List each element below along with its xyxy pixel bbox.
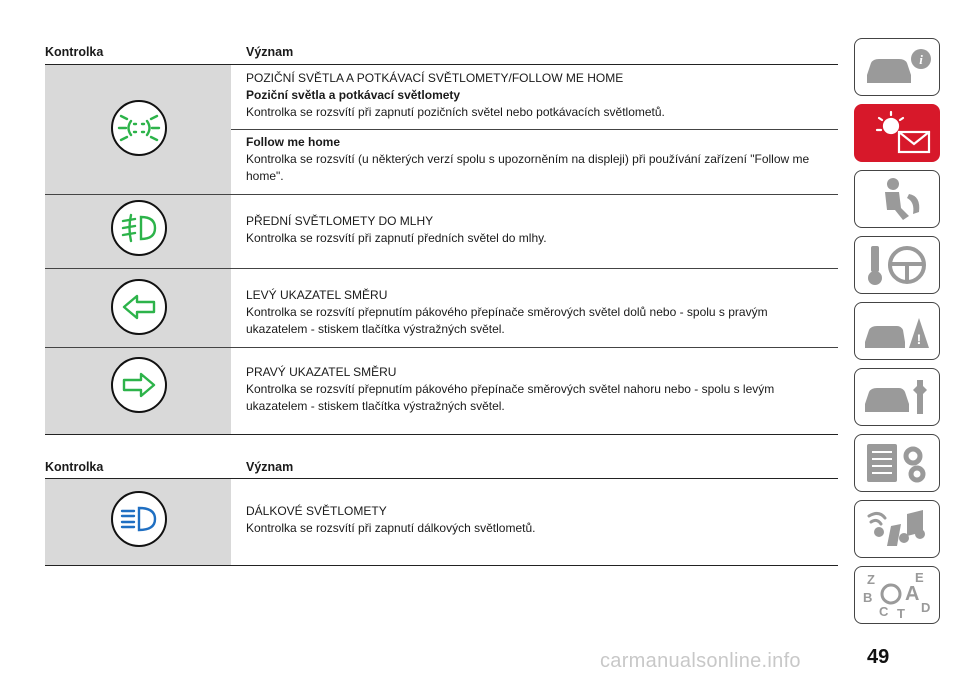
row-divider [45,268,838,269]
tab-safety[interactable] [854,170,940,228]
row-description: Kontrolka se rozsvítí přepnutím pákového přepínače směrových světel dolů nebo - spolu s pravým ukazatelem - stiskem tlačítka výstražných světel. [246,305,768,336]
svg-text:C: C [879,604,889,619]
tab-index[interactable] [854,566,940,624]
row-divider [45,194,838,195]
safety-seatbelt-airbag-icon [861,176,933,222]
row-left-turn-signal [246,287,826,338]
car-breakdown-warning-icon [861,308,933,354]
right-turn-signal-icon [111,357,167,413]
row-right-turn-signal [246,364,826,415]
row-title: PRAVÝ UKAZATEL SMĚRU [246,365,397,379]
tab-emergency[interactable] [854,302,940,360]
svg-text:D: D [921,600,931,615]
row-front-fog-lights [246,213,826,247]
row-title: POZIČNÍ SVĚTLA A POTKÁVACÍ SVĚTLOMETY/FOLLOW ME HOME [246,71,624,85]
tab-car-info[interactable] [854,38,940,96]
column-header-vyznam: Význam [246,45,294,59]
row-divider [45,347,838,348]
svg-text:Z: Z [867,572,875,587]
row-subtitle: Follow me home [246,135,341,149]
column-header-kontrolka: Kontrolka [45,460,104,474]
svg-text:!: ! [916,331,922,347]
row-divider-partial [231,129,838,130]
alphabetical-index-icon [861,570,933,620]
left-turn-signal-icon [111,279,167,335]
technical-data-gears-icon [861,440,933,486]
row-title: LEVÝ UKAZATEL SMĚRU [246,288,388,302]
row-description: Kontrolka se rozsvítí (u některých verzí spolu s upozorněním na displeji) při používání zařízení "Follow me home". [246,152,810,183]
row-description: Kontrolka se rozsvítí při zapnutí dálkových světlometů. [246,521,536,535]
row-description: Kontrolka se rozsvítí při zapnutí pozičních světel nebo potkávacích světlometů. [246,105,665,119]
car-maintenance-wrench-icon [861,374,933,420]
watermark: carmanualsonline.info [600,650,801,672]
row-high-beam [246,503,826,537]
column-header-vyznam: Význam [246,460,294,474]
row-title: PŘEDNÍ SVĚTLOMETY DO MLHY [246,214,434,228]
tab-maintenance[interactable] [854,368,940,426]
table-end-rule [45,434,838,435]
tab-warning-lights[interactable] [854,104,940,162]
table-end-rule [45,565,838,566]
svg-text:A: A [905,583,920,605]
row-position-lights [246,70,826,121]
row-title: DÁLKOVÉ SVĚTLOMETY [246,504,387,518]
svg-text:i: i [919,52,923,67]
page-number: 49 [867,646,890,668]
high-beam-icon [111,491,167,547]
row-follow-me-home [246,134,826,185]
svg-text:E: E [915,570,924,585]
multimedia-music-icon [861,506,933,552]
key-steering-wheel-icon [861,242,933,288]
svg-text:T: T [897,606,905,620]
car-info-icon [861,45,933,89]
warning-lights-message-icon [861,110,933,156]
row-subtitle: Poziční světla a potkávací světlomety [246,88,461,102]
row-description: Kontrolka se rozsvítí přepnutím pákového přepínače směrových světel nahoru nebo - spolu s levým ukazatelem - stiskem tlačítka výstražných světel. [246,382,775,413]
tab-technical-data[interactable] [854,434,940,492]
position-and-low-beam-lights-icon [111,100,167,156]
row-description: Kontrolka se rozsvítí při zapnutí předních světel do mlhy. [246,231,547,245]
tab-multimedia[interactable] [854,500,940,558]
front-fog-lights-icon [111,200,167,256]
svg-text:B: B [863,590,873,605]
tab-starting-driving[interactable] [854,236,940,294]
column-header-kontrolka: Kontrolka [45,45,104,59]
